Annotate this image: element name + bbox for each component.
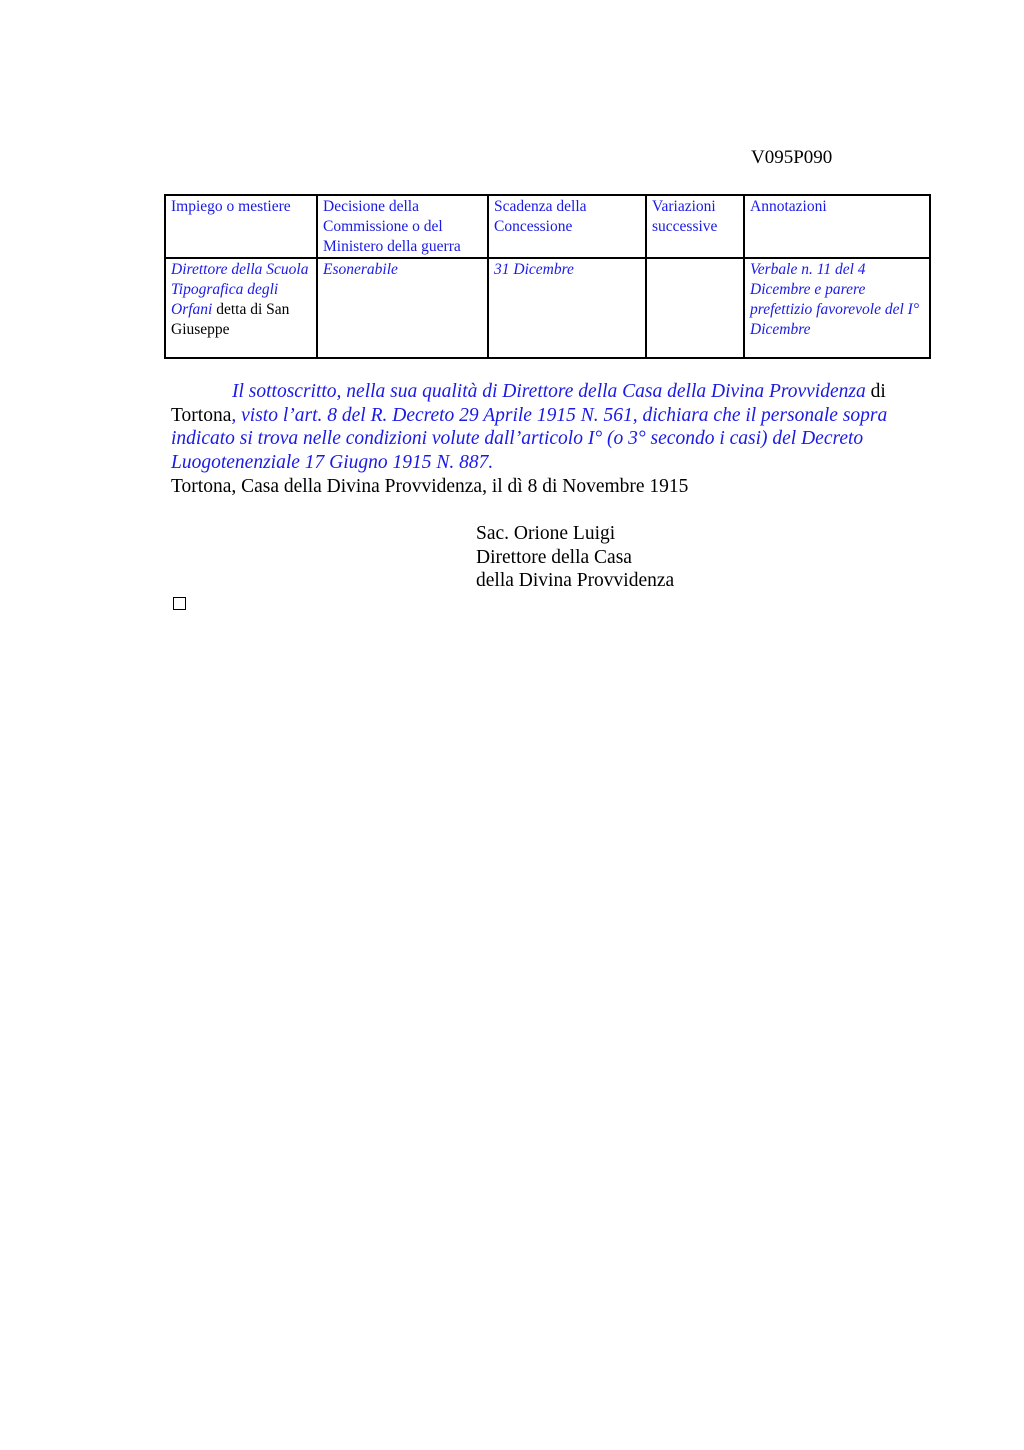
- checkbox-square-icon: [173, 597, 186, 610]
- header-annotazioni: Annotazioni: [744, 195, 930, 258]
- header-decisione: Decisione della Commissione o del Ministero della guerra: [317, 195, 488, 258]
- table-row: [165, 258, 930, 358]
- place-date-line: Tortona, Casa della Divina Provvidenza, il dì 8 di Novembre 1915: [171, 476, 689, 497]
- cell-variazioni: [646, 258, 744, 358]
- signature-title: Direttore della Casa: [476, 546, 632, 568]
- declaration-part-1: Il sottoscritto, nella sua qualità di Direttore della Casa della Divina Provvidenza: [232, 381, 866, 402]
- header-scadenza: Scadenza della Concessione: [488, 195, 646, 258]
- exemption-table: [164, 194, 931, 359]
- signature-institution: della Divina Provvidenza: [476, 570, 675, 591]
- cell-annotazioni: Verbale n. 11 del 4 Dicembre e parere prefettizio favorevole del I° Dicembre: [744, 258, 930, 358]
- document-code: V095P090: [751, 147, 833, 168]
- declaration-part-3: , visto l’art. 8 del R. Decreto 29 Aprile 1915 N. 561, dichiara che il personale sopra indicato si trova nelle condizioni volute dall’articolo I° (o 3° secondo i casi) del Decreto Luogotenenziale 17 Giugno 1915 N. 887.: [171, 404, 888, 473]
- declaration-part-2: di Tortona: [171, 381, 886, 426]
- cell-impiego-role: Direttore della Scuola Tipografica degli Orfani: [171, 261, 309, 318]
- cell-impiego: [165, 258, 317, 358]
- cell-decisione: Esonerabile: [317, 258, 488, 358]
- declaration-paragraph: [171, 380, 941, 474]
- signature-name: Sac. Orione Luigi: [476, 523, 616, 544]
- signature-block: [476, 522, 674, 593]
- header-impiego: Impiego o mestiere: [165, 195, 317, 258]
- cell-scadenza: 31 Dicembre: [488, 258, 646, 358]
- table-header-row: [165, 195, 930, 258]
- header-variazioni: Variazioni successive: [646, 195, 744, 258]
- cell-impiego-place: detta di San Giuseppe: [171, 301, 290, 338]
